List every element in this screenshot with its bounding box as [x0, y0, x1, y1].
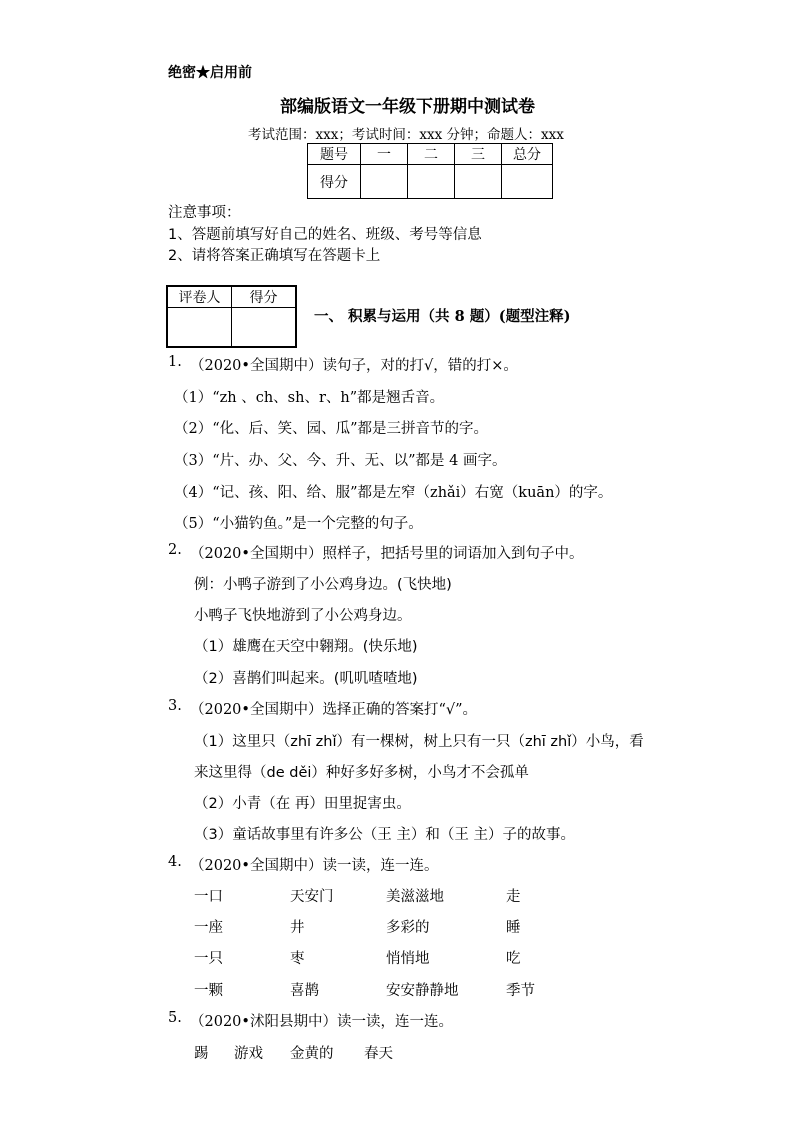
grader-blank-cell[interactable]	[167, 308, 232, 348]
question-stem: （2020•全国期中）照样子，把括号里的词语加入到句子中。	[190, 546, 584, 562]
score-header-cell: 三	[455, 144, 502, 165]
question-line: （5）“小猫钓鱼。”是一个完整的句子。	[174, 516, 423, 532]
grader-table	[166, 285, 297, 348]
question-stem: （2020•沭阳县期中）读一读，连一连。	[190, 1014, 453, 1030]
secret-mark: 绝密★启用前	[168, 65, 252, 81]
grader-header-cell: 得分	[232, 286, 297, 308]
match-item: 季节	[506, 983, 535, 999]
question-line: （3）“片、办、父、今、升、无、以”都是 4 画字。	[174, 453, 507, 469]
notes-heading: 注意事项：	[168, 205, 241, 221]
score-header-cell: 题号	[308, 144, 361, 165]
score-blank-cell[interactable]	[455, 165, 502, 199]
match-item: 踢	[194, 1046, 209, 1062]
question-line: （2）小青（在 再）田里捉害虫。	[194, 796, 411, 812]
grader-blank-cell[interactable]	[232, 308, 297, 348]
score-blank-cell[interactable]	[502, 165, 553, 199]
score-table	[307, 143, 553, 199]
match-item: 一颗	[194, 983, 223, 999]
score-blank-cell[interactable]	[361, 165, 408, 199]
match-item: 美滋滋地	[386, 889, 444, 905]
exam-info: 考试范围：xxx；考试时间：xxx 分钟；命题人：xxx	[248, 127, 564, 143]
exam-title: 部编版语文一年级下册期中测试卷	[280, 97, 535, 117]
question-number: 1.	[168, 354, 182, 370]
notes-item: 1、答题前填写好自己的姓名、班级、考号等信息	[168, 226, 482, 243]
match-item: 金黄的	[290, 1046, 334, 1062]
question-line: （1）“zh 、ch、sh、r、h”都是翘舌音。	[174, 390, 445, 406]
score-header-cell: 一	[361, 144, 408, 165]
notes-item: 2、请将答案正确填写在答题卡上	[168, 248, 381, 264]
grader-header-cell: 评卷人	[167, 286, 232, 308]
match-item: 枣	[290, 951, 305, 967]
match-item: 天安门	[290, 889, 334, 905]
question-stem: （2020•全国期中）选择正确的答案打“√”。	[190, 702, 478, 718]
match-item: 吃	[506, 951, 521, 967]
match-item: 一只	[194, 951, 223, 967]
question-line: （4）“记、孩、阳、给、服”都是左窄（zhǎi）右宽（kuān）的字。	[174, 485, 613, 501]
match-item: 睡	[506, 920, 521, 936]
match-item: 走	[506, 889, 521, 905]
score-header-cell: 总分	[502, 144, 553, 165]
question-line: （2）喜鹊们叫起来。(叽叽喳喳地)	[194, 671, 418, 687]
question-line: 来这里得（de děi）种好多好多树，小鸟才不会孤单	[194, 765, 529, 781]
question-line: （1）雄鹰在天空中翱翔。(快乐地)	[194, 639, 418, 655]
question-number: 2.	[168, 542, 182, 558]
score-header-cell: 二	[408, 144, 455, 165]
score-blank-cell[interactable]	[408, 165, 455, 199]
question-number: 4.	[168, 854, 182, 870]
match-item: 一座	[194, 920, 223, 936]
match-item: 春天	[364, 1046, 393, 1062]
question-stem: （2020•全国期中）读句子，对的打√，错的打×。	[190, 358, 518, 374]
question-stem: （2020•全国期中）读一读，连一连。	[190, 858, 439, 874]
section-title: 一、 积累与运用（共 8 题）(题型注释)	[314, 308, 571, 325]
score-row-label: 得分	[308, 165, 361, 199]
match-item: 安安静静地	[386, 983, 459, 999]
match-item: 一口	[194, 889, 223, 905]
notes-block	[168, 203, 482, 268]
match-item: 喜鹊	[290, 983, 319, 999]
question-number: 5.	[168, 1010, 182, 1026]
question-line: 小鸭子飞快地游到了小公鸡身边。	[194, 608, 412, 624]
match-item: 悄悄地	[386, 951, 430, 967]
match-item: 多彩的	[386, 920, 430, 936]
question-number: 3.	[168, 698, 182, 714]
match-item: 井	[290, 920, 305, 936]
match-item: 游戏	[234, 1046, 263, 1062]
question-line: （1）这里只（zhī zhǐ）有一棵树，树上只有一只（zhī zhǐ）小鸟，看	[194, 734, 644, 750]
question-line: （3）童话故事里有许多公（王 主）和（王 主）子的故事。	[194, 827, 575, 843]
question-line: 例：小鸭子游到了小公鸡身边。(飞快地)	[194, 577, 452, 593]
question-line: （2）“化、后、笑、园、瓜”都是三拼音节的字。	[174, 421, 489, 437]
